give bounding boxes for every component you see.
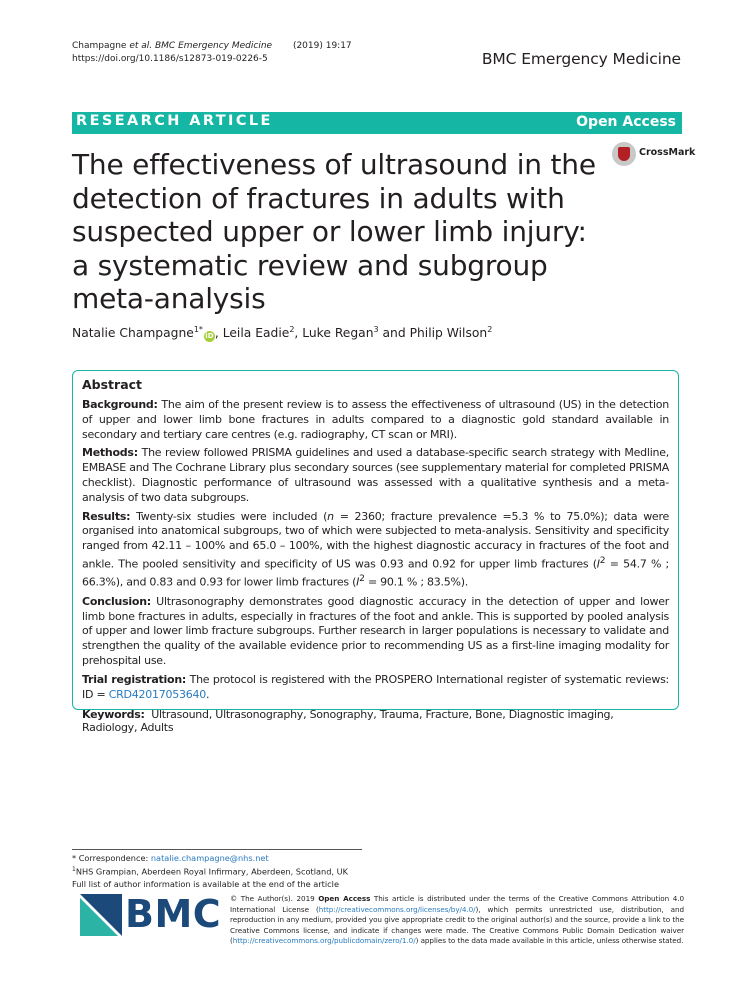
trial-id-link[interactable]: CRD42017053640	[108, 687, 206, 701]
license-body: This article is distributed under the terms of the Creative Commons Attribution 4.0 International License (	[230, 894, 684, 914]
header-journal-short: et al. BMC Emergency Medicine	[129, 41, 273, 51]
abstract-heading: Abstract	[82, 377, 143, 392]
keyword: , Sonography	[303, 708, 373, 721]
article-type-banner	[72, 112, 682, 134]
keyword: , Adults	[134, 721, 173, 734]
i-squared-symbol: I	[596, 557, 600, 571]
article-title: The effectiveness of ultrasound in the detection of fractures in adults with suspected upper or lower limb injury: a systematic review and subgroup meta-analysis	[72, 148, 596, 315]
abstract-box	[72, 370, 679, 735]
doi-link[interactable]: https://doi.org/10.1186/s12873-019-0226-5	[72, 54, 268, 64]
keyword: , Fracture	[419, 708, 469, 721]
keyword: , Radiology	[82, 708, 614, 734]
author-affiliation: 2	[289, 325, 295, 334]
crossmark-label: CrossMark	[639, 147, 696, 158]
abstract-background	[82, 398, 669, 442]
results-text: = 2360; fracture prevalence =5.3 % to 75.0%); data were organised into anatomical subgroups, two of which were subjected to meta-analysis. Sensitivity and specificity ranged from 42.11 – 100% and 65.0 – 100%, with the highest diagnostic accuracy in fractures of the foot and ankle. The pooled sensitivity and specificity of US was 0.93 and 0.92 for upper limb fractures (	[82, 509, 670, 571]
results-text: = 54.7 % ; 66.3%), and 0.83 and 0.93 for lower limb fractures (	[82, 557, 669, 590]
methods-text: The review followed PRISMA guidelines and used a database-specific search strategy with Medline, EMBASE and The Cochrane Library plus secondary sources (see supplementary material for completed PRISMA checklist). Diagnostic performance of ultrasound was assessed with a qualitative synthesis and a meta-analysis of two data subgroups.	[82, 446, 669, 504]
author-list: Natalie Champagne$^{1*}$iD, Leila Eadie$^2$, Luke Regan$^3$ and Philip Wilson$^2$	[72, 325, 493, 341]
conclusion-label: Conclusion:	[82, 594, 151, 608]
article-type-label: RESEARCH ARTICLE	[76, 113, 273, 129]
footnotes	[72, 852, 348, 890]
full-author-info-note: Full list of author information is available at the end of the article	[72, 878, 339, 889]
author-name[interactable]: Natalie Champagne	[72, 326, 194, 341]
methods-label: Methods:	[82, 446, 138, 460]
results-text: Twenty-six studies were included (	[136, 509, 328, 523]
bmc-logo-mark-icon	[80, 894, 122, 936]
affiliation-line	[72, 864, 348, 878]
crossmark-button[interactable]	[612, 142, 696, 168]
license-url-link[interactable]: http://creativecommons.org/licenses/by/4.0/	[318, 904, 476, 914]
author-name[interactable]: Leila Eadie	[222, 326, 290, 341]
running-header	[72, 40, 352, 66]
i-squared-exponent: 2	[599, 554, 606, 566]
license-body: ), which permits unrestricted use, distribution, and reproduction in any medium, provided you give appropriate credit to the original author(s) and the source, provide a link to the Creative Commons license, and indicate if changes were made. The Creative Commons Public Domain Dedication waiver (	[230, 904, 684, 946]
author-name[interactable]: Luke Regan	[302, 326, 374, 341]
i-squared-exponent: 2	[359, 573, 365, 585]
keywords	[82, 708, 669, 734]
keyword: , Diagnostic imaging	[502, 708, 610, 721]
abstract-methods	[82, 446, 669, 505]
affiliation-text: NHS Grampian, Aberdeen Royal Infirmary, Aberdeen, Scotland, UK	[75, 866, 348, 877]
keywords-label: Keywords:	[82, 708, 145, 722]
conclusion-text: Ultrasonography demonstrates good diagnostic accuracy in the detection of upper and lower limb bone fractures in adults, especially in fractures of the foot and ankle. This is supported by pooled analysis of upper and lower limb fracture subgroups. Further research in larger populations is necessary to validate and strengthen the quality of the available evidence prior to recommending US as a first-line imaging modality for prehospital use.	[82, 594, 669, 668]
orcid-icon[interactable]: iD	[205, 332, 214, 341]
author-affiliation: 3	[373, 325, 379, 334]
abstract-results	[82, 510, 669, 591]
keyword-list	[82, 708, 614, 734]
results-text: = 90.1 % ; 83.5%).	[364, 576, 469, 590]
bmc-logo[interactable]	[80, 892, 222, 936]
header-year-volume: (2019) 19:17	[292, 41, 352, 51]
crossmark-icon	[612, 142, 636, 166]
header-author: Champagne	[72, 41, 127, 51]
author-affiliation: 2	[487, 325, 493, 334]
author-affiliation: 1*	[193, 325, 203, 334]
journal-name: BMC Emergency Medicine	[481, 50, 681, 68]
correspondence-line	[72, 852, 348, 864]
keyword: Ultrasound	[151, 708, 209, 722]
background-label: Background:	[82, 398, 158, 411]
i-squared-symbol: I	[356, 576, 360, 590]
keyword: , Bone	[469, 708, 503, 721]
license-body: ) applies to the data made available in this article, unless otherwise stated.	[415, 936, 684, 946]
correspondence-label: * Correspondence:	[72, 853, 151, 863]
trial-text: The protocol is registered with the PROSPERO International register of systematic reviews: ID =	[82, 672, 670, 701]
trial-label: Trial registration:	[82, 672, 187, 686]
results-n-symbol: n	[327, 509, 334, 523]
citation-line	[72, 40, 352, 53]
abstract-trial-registration	[82, 673, 669, 703]
license-copyright: © The Author(s). 2019	[230, 894, 319, 903]
results-label: Results:	[82, 509, 131, 523]
public-domain-url-link[interactable]: http://creativecommons.org/publicdomain/zero/1.0/	[232, 936, 416, 946]
abstract-conclusion	[82, 595, 669, 669]
footnote-divider	[72, 849, 362, 850]
background-text: The aim of the present review is to assess the effectiveness of ultrasound (US) in the detection of upper and lower limb bone fractures in adults compared to a diagnostic gold standard available in secondary and tertiary care centres (e.g. radiography, CT scan or MRI).	[82, 398, 670, 441]
affiliation-number: 1	[72, 866, 76, 873]
license-open-access: Open Access	[318, 894, 371, 903]
keyword: , Trauma	[373, 708, 419, 721]
author-name[interactable]: Philip Wilson	[409, 326, 488, 341]
open-access-label: Open Access	[576, 114, 676, 130]
bmc-logo-text: BMC	[125, 892, 222, 936]
license-text	[230, 894, 684, 947]
trial-text-end: .	[205, 687, 210, 701]
correspondence-email[interactable]: natalie.champagne@nhs.net	[150, 853, 269, 863]
keyword: , Ultrasonography	[209, 708, 303, 721]
